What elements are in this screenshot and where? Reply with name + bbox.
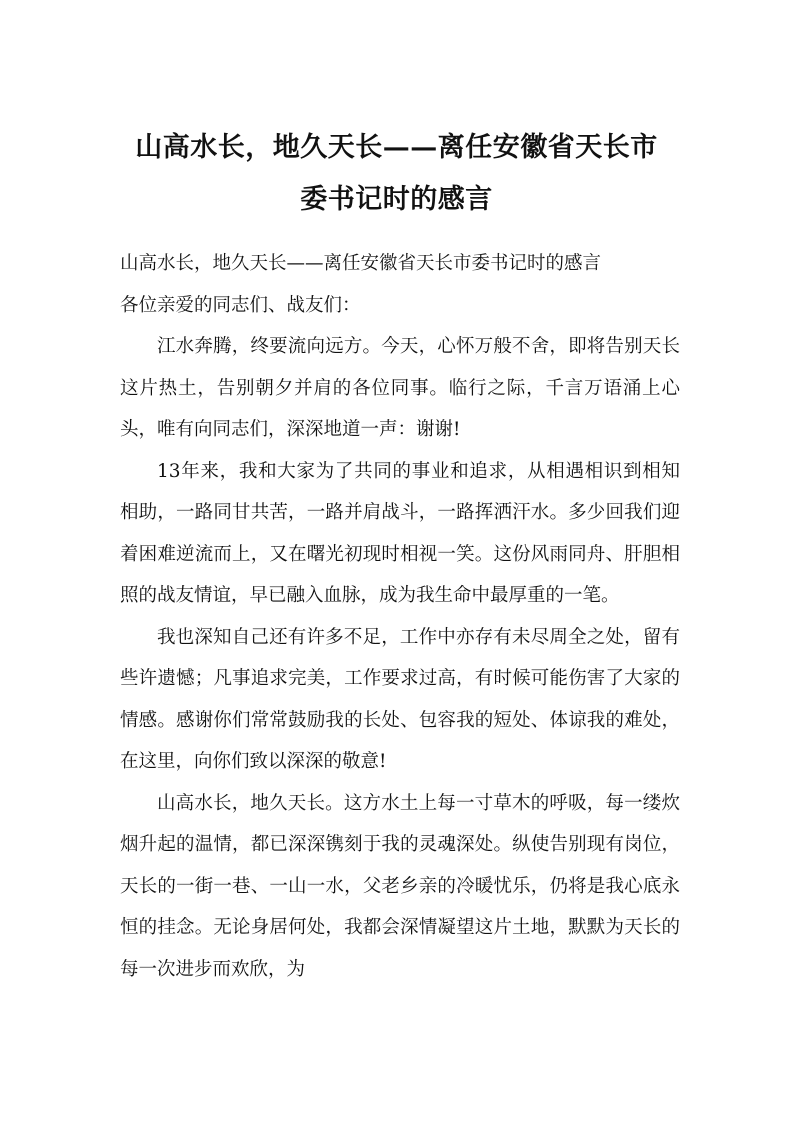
subtitle-paragraph: 山高水长，地久天长——离任安徽省天长市委书记时的感言	[120, 253, 602, 274]
document-title	[100, 122, 693, 226]
body-paragraph-2: 13年来，我和大家为了共同的事业和追求，从相遇相识到相知相助，一路同甘共苦，一路并肩战斗，一路挥洒汗水。多少回我们迎着困难逆流而上，又在曙光初现时相视一笑。这份风雨同舟、肝胆相照的战友情谊，早已融入血脉，成为我生命中最厚重的一笔。	[120, 460, 680, 606]
salutation-paragraph: 各位亲爱的同志们、战友们：	[120, 294, 361, 316]
body-paragraph-4: 山高水长，地久天长。这方水土上每一寸草木的呼吸，每一缕炊烟升起的温情，都已深深镌刻于我的灵魂深处。纵使告别现有岗位，天长的一街一巷、一山一水，父老乡亲的冷暖忧乐，仍将是我心底永恒的挂念。无论身居何处，我都会深情凝望这片土地，默默为天长的每一次进步而欢欣，为	[120, 792, 680, 980]
title-line-2: 委书记时的感言	[300, 184, 493, 215]
body-paragraph-1: 江水奔腾，终要流向远方。今天，心怀万般不舍，即将告别天长这片热土，告别朝夕并肩的各位同事。临行之际，千言万语涌上心头，唯有向同志们，深深地道一声：谢谢!	[120, 336, 680, 440]
document-body	[120, 243, 680, 990]
title-line-1: 山高水长，地久天长——离任安徽省天长市	[135, 132, 658, 163]
body-paragraph-3: 我也深知自己还有许多不足，工作中亦存有未尽周全之处，留有些许遗憾；凡事追求完美，工作要求过高，有时候可能伤害了大家的情感。感谢你们常常鼓励我的长处、包容我的短处、体谅我的难处，在这里，向你们致以深深的敬意!	[120, 626, 680, 772]
